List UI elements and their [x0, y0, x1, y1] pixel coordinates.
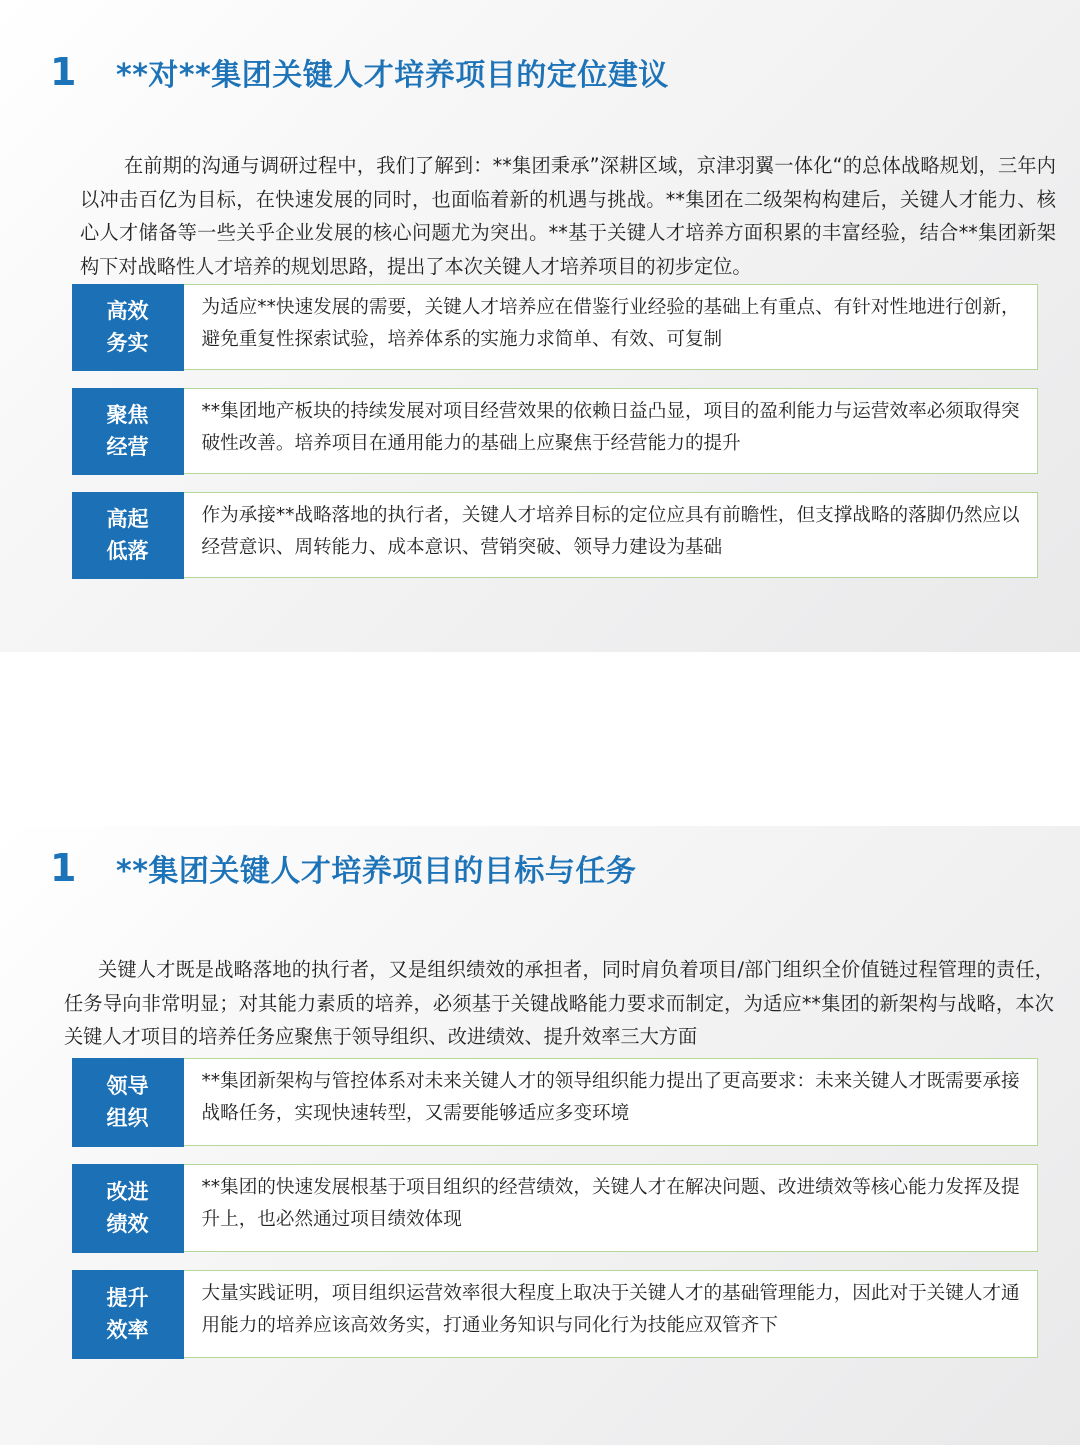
card-text: **集团的快速发展根基于项目组织的经营绩效，关键人才在解决问题、改进绩效等核心能力发挥及提升上，也必然通过项目绩效体现: [201, 1177, 1020, 1230]
card-tag: 高起 低落: [72, 492, 184, 579]
slide-heading: [50, 846, 636, 890]
card-text: 为适应**快速发展的需要，关键人才培养应在借鉴行业经验的基础上有重点、有针对性地进行创新，避免重复性探索试验，培养体系的实施力求简单、有效、可复制: [201, 297, 1020, 350]
card-focus-operations: [72, 388, 1038, 474]
card-list: [72, 1058, 1038, 1376]
intro-paragraph: 在前期的沟通与调研过程中，我们了解到：**集团秉承”深耕区域，京津羽翼一体化“的总体战略规划，三年内以冲击百亿为目标，在快速发展的同时，也面临着新的机遇与挑战。**集团在二级架构构建后，关键人才能力、核心人才储备等一些关乎企业发展的核心问题尤为突出。**基于关键人才培养方面积累的丰富经验，结合**集团新架构下对战略性人才培养的规划思路，提出了本次关键人才培养项目的初步定位。: [80, 154, 1056, 278]
page-title: **对**集团关键人才培养项目的定位建议: [116, 58, 669, 93]
card-text: **集团新架构与管控体系对未来关键人才的领导组织能力提出了更高要求：未来关键人才既需要承接战略任务，实现快速转型，又需要能够适应多变环境: [201, 1071, 1020, 1124]
slide-heading: [50, 50, 669, 94]
card-tag: 领导 组织: [72, 1058, 184, 1147]
card-text: **集团地产板块的持续发展对项目经营效果的依赖日益凸显，项目的盈利能力与运营效率必须取得突破性改善。培养项目在通用能力的基础上应聚焦于经营能力的提升: [201, 401, 1020, 454]
section-number: 1: [50, 846, 77, 890]
slide-goals-tasks: [0, 826, 1080, 1445]
card-improve-efficiency: [72, 1270, 1038, 1358]
card-high-start-low-landing: [72, 492, 1038, 578]
card-tag: 改进 绩效: [72, 1164, 184, 1253]
card-tag: 提升 效率: [72, 1270, 184, 1359]
slide-positioning: [0, 0, 1080, 652]
card-text: 大量实践证明，项目组织运营效率很大程度上取决于关键人才的基础管理能力，因此对于关键人才通用能力的培养应该高效务实，打通业务知识与同化行为技能应双管齐下: [201, 1283, 1020, 1336]
card-tag: 高效 务实: [72, 284, 184, 371]
page-title: **集团关键人才培养项目的目标与任务: [116, 854, 637, 889]
section-number: 1: [50, 50, 77, 94]
card-list: [72, 284, 1038, 596]
intro-paragraph: 关键人才既是战略落地的执行者，又是组织绩效的承担者，同时肩负着项目/部门组织全价值链过程管理的责任，任务导向非常明显；对其能力素质的培养，必须基于关键战略能力要求而制定，为适应**集团的新架构与战略，本次关键人才项目的培养任务应聚焦于领导组织、改进绩效、提升效率三大方面: [64, 958, 1054, 1049]
card-improve-performance: [72, 1164, 1038, 1252]
card-text: 作为承接**战略落地的执行者，关键人才培养目标的定位应具有前瞻性，但支撑战略的落脚仍然应以经营意识、周转能力、成本意识、营销突破、领导力建设为基础: [201, 505, 1020, 558]
card-efficient-pragmatic: [72, 284, 1038, 370]
card-tag: 聚焦 经营: [72, 388, 184, 475]
card-leadership-organization: [72, 1058, 1038, 1146]
